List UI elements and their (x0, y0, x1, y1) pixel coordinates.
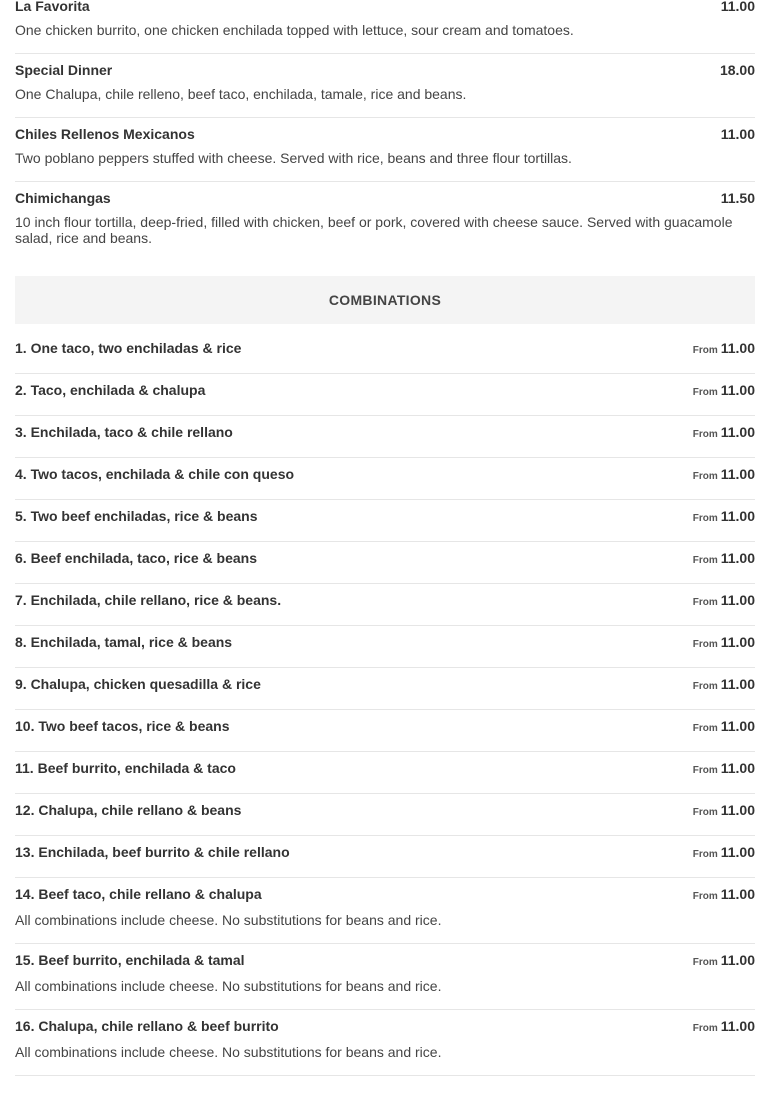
combination-item[interactable] (15, 332, 755, 374)
combination-note: All combinations include cheese. No substitutions for beans and rice. (15, 912, 442, 928)
combination-item[interactable] (15, 416, 755, 458)
menu-item[interactable] (15, 0, 755, 54)
combination-name: 9. Chalupa, chicken quesadilla & rice (15, 676, 261, 692)
combination-price-group (693, 760, 755, 778)
combination-item[interactable] (15, 878, 755, 944)
combination-name: 5. Two beef enchiladas, rice & beans (15, 508, 258, 524)
menu-item[interactable] (15, 54, 755, 118)
menu-item-name: Special Dinner (15, 62, 113, 78)
menu-item-price: 11.50 (720, 190, 755, 206)
combination-item[interactable] (15, 794, 755, 836)
combination-price-group (693, 802, 755, 820)
combination-name: 2. Taco, enchilada & chalupa (15, 382, 206, 398)
combination-name: 13. Enchilada, beef burrito & chile rellano (15, 844, 290, 860)
combination-item[interactable] (15, 626, 755, 668)
combination-price: 11.00 (720, 676, 755, 692)
combination-price-group (693, 952, 755, 970)
combination-price-group (693, 592, 755, 610)
menu-list (15, 0, 755, 1076)
menu-item-description: Two poblano peppers stuffed with cheese. Served with rice, beans and three flour tortillas. (15, 150, 572, 166)
combination-price-group (693, 340, 755, 358)
from-label: From (692, 345, 718, 356)
menu-item[interactable] (15, 182, 755, 261)
combination-name: 15. Beef burrito, enchilada & tamal (15, 952, 245, 968)
combination-note: All combinations include cheese. No substitutions for beans and rice. (15, 1044, 442, 1060)
from-label: From (692, 513, 718, 524)
from-label: From (692, 849, 718, 860)
combination-item[interactable] (15, 542, 755, 584)
combination-price: 11.00 (720, 592, 755, 608)
from-label: From (692, 597, 718, 608)
combination-price: 11.00 (720, 760, 755, 776)
from-label: From (692, 723, 718, 734)
combination-price: 11.00 (720, 718, 755, 734)
combination-item[interactable] (15, 500, 755, 542)
combination-price-group (693, 550, 755, 568)
combination-price: 11.00 (720, 634, 755, 650)
combination-item[interactable] (15, 710, 755, 752)
menu-item-name: La Favorita (15, 0, 90, 14)
combination-price-group (693, 466, 755, 484)
menu-item-name: Chimichangas (15, 190, 111, 206)
combination-price: 11.00 (720, 508, 755, 524)
combination-price: 11.00 (720, 382, 755, 398)
combination-item[interactable] (15, 1010, 755, 1076)
menu-item-price: 18.00 (719, 62, 755, 78)
menu-item-price: 11.00 (720, 0, 755, 14)
combination-item[interactable] (15, 836, 755, 878)
menu-item-description: 10 inch flour tortilla, deep-fried, filled with chicken, beef or pork, covered with cheese sauce. Served with guacamole salad, rice and beans. (15, 214, 733, 246)
from-label: From (692, 555, 718, 566)
combination-price: 11.00 (720, 424, 755, 440)
menu-item[interactable] (15, 118, 755, 182)
combination-price: 11.00 (720, 466, 755, 482)
combination-name: 7. Enchilada, chile rellano, rice & beans. (15, 592, 282, 608)
from-label: From (692, 891, 718, 902)
combination-price: 11.00 (720, 844, 755, 860)
combinations-list (15, 332, 755, 1076)
combination-name: 16. Chalupa, chile rellano & beef burrito (15, 1018, 279, 1034)
from-label: From (692, 429, 718, 440)
combination-item[interactable] (15, 374, 755, 416)
menu-item-name: Chiles Rellenos Mexicanos (15, 126, 195, 142)
from-label: From (692, 807, 718, 818)
combination-price-group (693, 382, 755, 400)
combination-note: All combinations include cheese. No substitutions for beans and rice. (15, 978, 442, 994)
from-label: From (692, 681, 718, 692)
combination-item[interactable] (15, 584, 755, 626)
combination-price-group (693, 676, 755, 694)
combination-item[interactable] (15, 668, 755, 710)
combination-price-group (693, 718, 755, 736)
combination-price: 11.00 (720, 340, 755, 356)
combination-price: 11.00 (720, 802, 755, 818)
combination-name: 4. Two tacos, enchilada & chile con queso (15, 466, 295, 482)
combination-price-group (693, 424, 755, 442)
combination-price: 11.00 (720, 1018, 755, 1034)
combination-price-group (693, 844, 755, 862)
menu-item-description: One chicken burrito, one chicken enchilada topped with lettuce, sour cream and tomatoes. (15, 22, 574, 38)
combination-name: 8. Enchilada, tamal, rice & beans (15, 634, 233, 650)
combination-price-group (693, 886, 755, 904)
combination-name: 11. Beef burrito, enchilada & taco (15, 760, 236, 776)
from-label: From (692, 471, 718, 482)
from-label: From (692, 765, 718, 776)
menu-item-price: 11.00 (720, 126, 755, 142)
combination-item[interactable] (15, 752, 755, 794)
combination-name: 12. Chalupa, chile rellano & beans (15, 802, 242, 818)
combination-name: 3. Enchilada, taco & chile rellano (15, 424, 233, 440)
from-label: From (692, 387, 718, 398)
combination-item[interactable] (15, 944, 755, 1010)
combination-price-group (693, 508, 755, 526)
combination-name: 6. Beef enchilada, taco, rice & beans (15, 550, 257, 566)
combination-name: 10. Two beef tacos, rice & beans (15, 718, 230, 734)
menu-item-description: One Chalupa, chile relleno, beef taco, enchilada, tamale, rice and beans. (15, 86, 467, 102)
combination-price: 11.00 (720, 952, 755, 968)
combination-price: 11.00 (720, 886, 755, 902)
from-label: From (692, 957, 718, 968)
combination-name: 14. Beef taco, chile rellano & chalupa (15, 886, 262, 902)
from-label: From (692, 1023, 718, 1034)
combination-name: 1. One taco, two enchiladas & rice (15, 340, 242, 356)
section-header-combinations: COMBINATIONS (15, 276, 755, 324)
combination-price-group (693, 634, 755, 652)
combination-item[interactable] (15, 458, 755, 500)
combination-price: 11.00 (720, 550, 755, 566)
from-label: From (692, 639, 718, 650)
combination-price-group (693, 1018, 755, 1036)
